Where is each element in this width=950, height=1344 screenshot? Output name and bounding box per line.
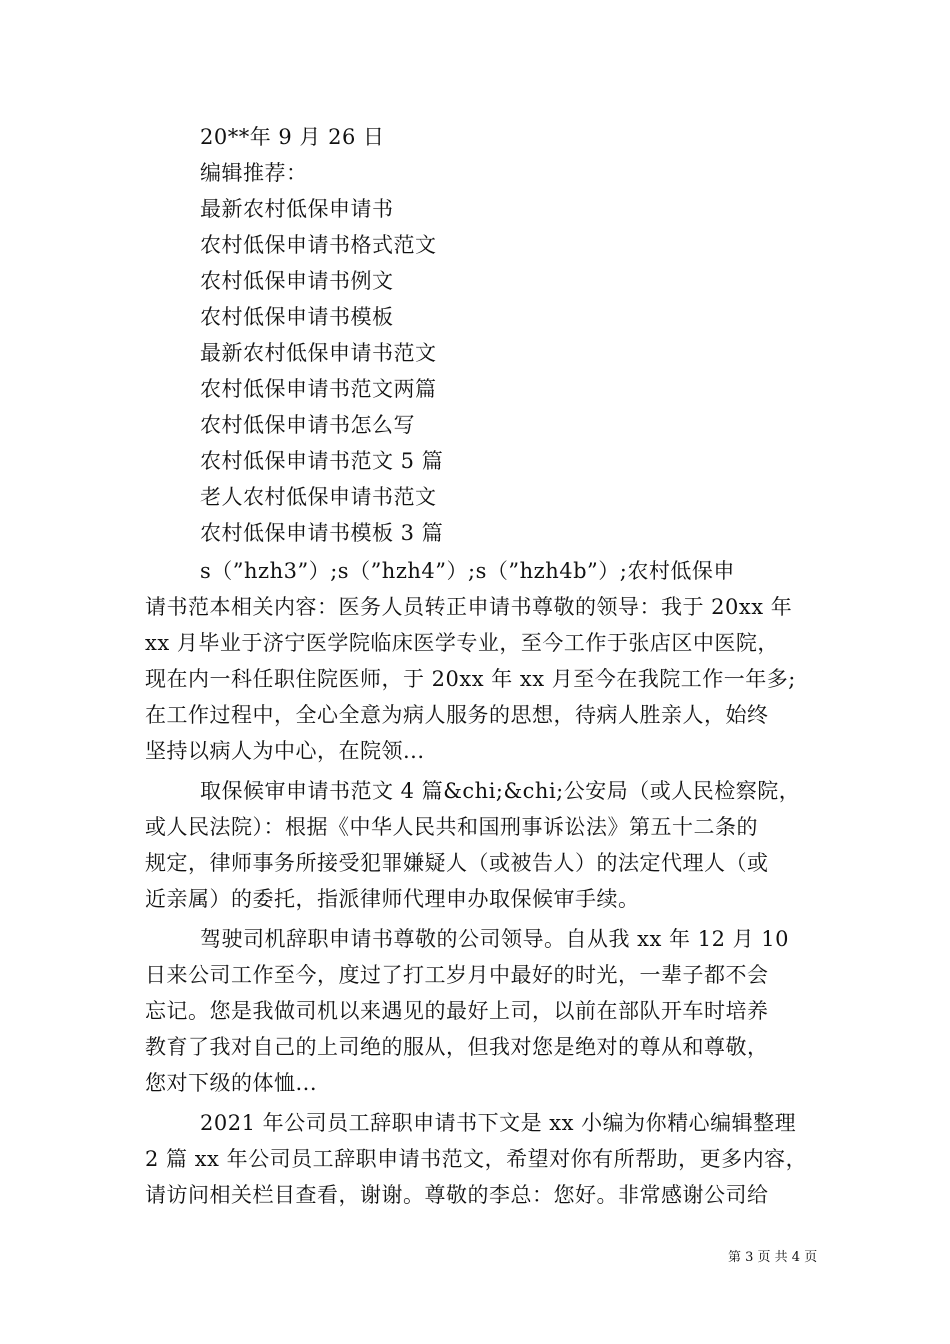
paragraph-line: 近亲属）的委托，指派律师代理申办取保候审手续。 [145,887,640,911]
paragraph-line: 请书范本相关内容：医务人员转正申请书尊敬的领导：我于 20xx 年 [145,595,793,619]
paragraph-employee-resignation [145,1105,810,1213]
paragraph-driver-resignation [145,921,810,1101]
paragraph-line: 请访问相关栏目查看，谢谢。尊敬的李总：您好。非常感谢公司给 [145,1183,769,1207]
paragraph-line: 取保候审申请书范文 4 篇&chi;&chi;公安局（或人民检察院， [200,779,801,803]
recommend-link[interactable]: 农村低保申请书格式范文 [200,233,437,257]
paragraph-line: 驾驶司机辞职申请书尊敬的公司领导。自从我 xx 年 12 月 10 [200,927,790,951]
paragraph-line: 2021 年公司员工辞职申请书下文是 xx 小编为你精心编辑整理 [200,1111,797,1135]
paragraph-line: 日来公司工作至今，度过了打工岁月中最好的时光，一辈子都不会 [145,963,769,987]
paragraph-bail [145,773,810,917]
paragraph-line: 在工作过程中，全心全意为病人服务的思想，待病人胜亲人，始终 [145,703,769,727]
recommend-link[interactable]: 农村低保申请书范文两篇 [200,377,437,401]
paragraph-line: 或人民法院）：根据《中华人民共和国刑事诉讼法》第五十二条的 [145,815,758,839]
paragraph-line: 规定，律师事务所接受犯罪嫌疑人（或被告人）的法定代理人（或 [145,851,769,875]
recommend-link[interactable]: 老人农村低保申请书范文 [200,485,437,509]
paragraph-line: 忘记。您是我做司机以来遇见的最好上司，以前在部队开车时培养 [145,999,769,1023]
recommend-link[interactable]: 农村低保申请书模板 [200,305,394,329]
paragraph-line: 您对下级的体恤... [145,1071,318,1095]
recommend-link[interactable]: 农村低保申请书例文 [200,269,394,293]
paragraph-medical-staff [145,553,810,769]
date-line: 20**年 9 月 26 日 [200,125,385,149]
paragraph-line: s（”hzh3”）;s（”hzh4”）;s（”hzh4b”）;农村低保申 [200,559,735,583]
recommend-link[interactable]: 最新农村低保申请书 [200,197,394,221]
recommend-link[interactable]: 农村低保申请书怎么写 [200,413,415,437]
recommend-heading: 编辑推荐： [200,161,308,185]
paragraph-line: xx 月毕业于济宁医学院临床医学专业，至今工作于张店区中医院， [145,631,779,655]
paragraph-line: 现在内一科任职住院医师，于 20xx 年 xx 月至今在我院工作一年多; [145,667,796,691]
paragraph-line: 坚持以病人为中心，在院领... [145,739,425,763]
paragraph-line: 2 篇 xx 年公司员工辞职申请书范文，希望对你有所帮助，更多内容， [145,1147,808,1171]
page-number-footer: 第 3 页 共 4 页 [728,1250,818,1265]
recommend-link[interactable]: 农村低保申请书模板 3 篇 [200,521,444,545]
recommend-link[interactable]: 农村低保申请书范文 5 篇 [200,449,444,473]
recommend-link[interactable]: 最新农村低保申请书范文 [200,341,437,365]
paragraph-line: 教育了我对自己的上司绝的服从，但我对您是绝对的尊从和尊敬， [145,1035,769,1059]
